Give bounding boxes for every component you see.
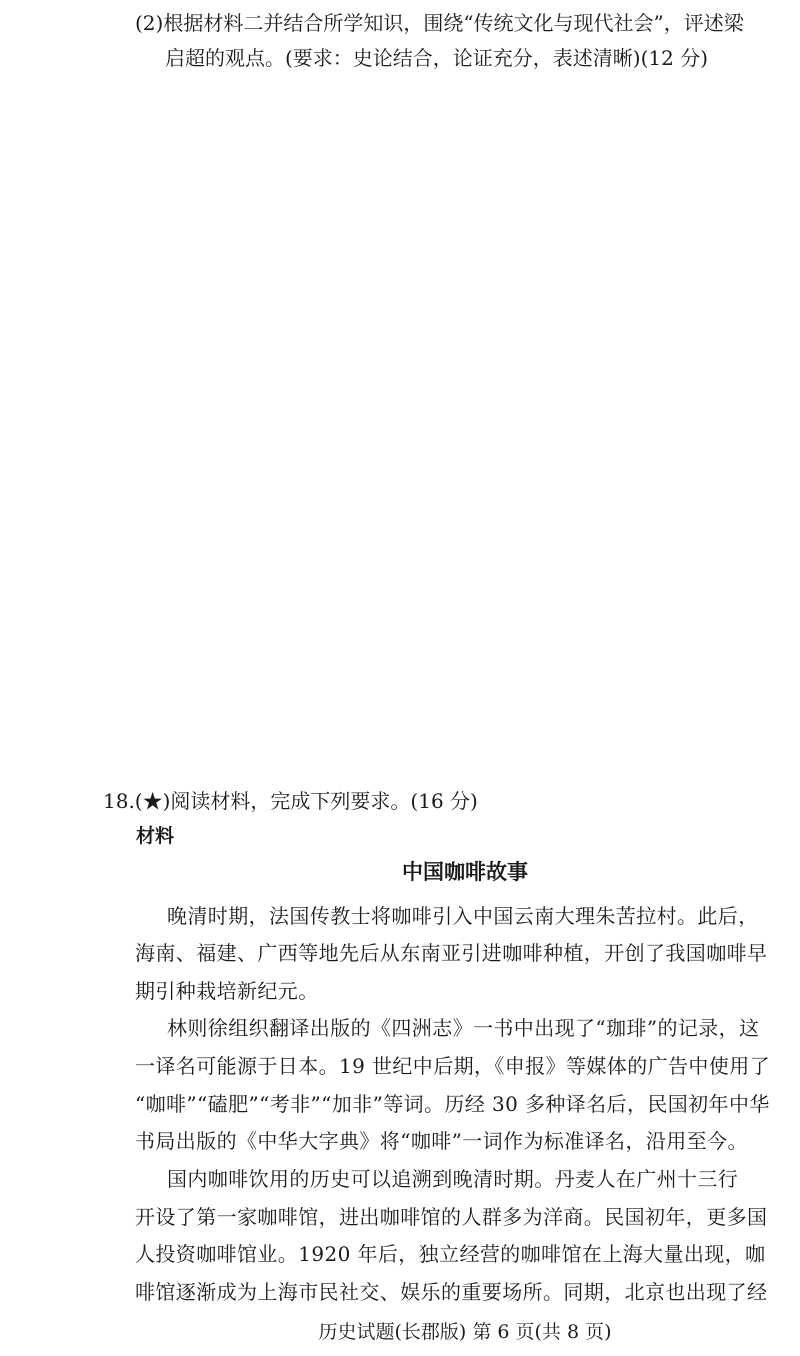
paragraph-1-line-2: 海南、福建、广西等地先后从东南亚引进咖啡种植，开创了我国咖啡早 bbox=[135, 941, 768, 965]
paragraph-3-line-2: 开设了第一家咖啡馆，进出咖啡馆的人群多为洋商。民国初年，更多国 bbox=[135, 1205, 768, 1229]
paragraph-3-line-3: 人投资咖啡馆业。1920 年后，独立经营的咖啡馆在上海大量出现，咖 bbox=[135, 1242, 766, 1266]
question-2-line-1: (2)根据材料二并结合所学知识，围绕“传统文化与现代社会”，评述梁 bbox=[135, 11, 744, 35]
question-18-heading: 18.(★)阅读材料，完成下列要求。(16 分) bbox=[103, 789, 478, 813]
paragraph-3-line-4: 啡馆逐渐成为上海市民社交、娱乐的重要场所。同期，北京也出现了经 bbox=[135, 1280, 768, 1304]
paragraph-2-line-3: “咖啡”“磕肥”“考非”“加非”等词。历经 30 多种译名后，民国初年中华 bbox=[135, 1092, 770, 1116]
question-2-line-2: 启超的观点。(要求：史论结合，论证充分，表述清晰)(12 分) bbox=[165, 46, 709, 70]
material-label: 材料 bbox=[136, 825, 175, 847]
page-footer: 历史试题(长郡版) 第 6 页(共 8 页) bbox=[318, 1321, 612, 1343]
answer-space bbox=[100, 90, 700, 770]
paragraph-1-line-1: 晚清时期，法国传教士将咖啡引入中国云南大理朱苦拉村。此后， bbox=[167, 904, 759, 928]
paragraph-1-line-3: 期引种栽培新纪元。 bbox=[135, 979, 319, 1003]
paragraph-2-line-2: 一译名可能源于日本。19 世纪中后期，《申报》等媒体的广告中使用了 bbox=[135, 1054, 771, 1078]
paragraph-2-line-4: 书局出版的《中华大字典》将“咖啡”一词作为标准译名，沿用至今。 bbox=[135, 1129, 748, 1153]
article-title: 中国咖啡故事 bbox=[402, 860, 528, 884]
paragraph-2-line-1: 林则徐组织翻译出版的《四洲志》一书中出现了“珈琲”的记录，这 bbox=[167, 1016, 760, 1040]
paragraph-3-line-1: 国内咖啡饮用的历史可以追溯到晚清时期。丹麦人在广州十三行 bbox=[167, 1167, 739, 1191]
